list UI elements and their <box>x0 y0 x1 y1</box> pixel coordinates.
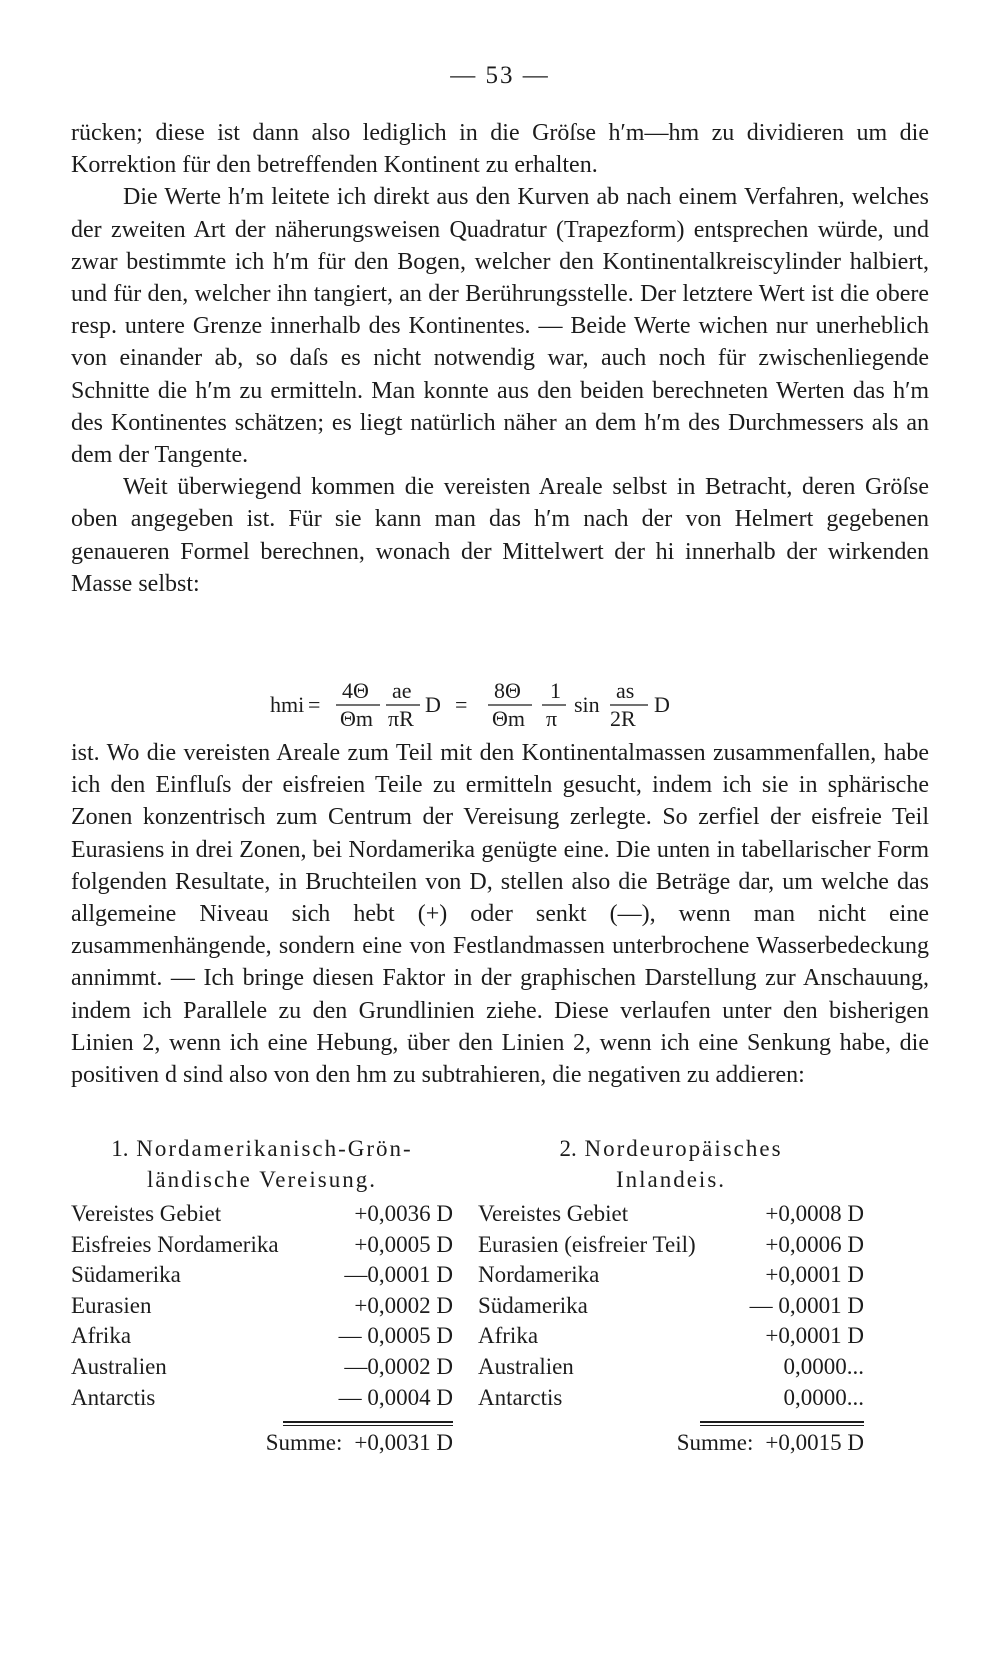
formula-d2: D <box>654 692 670 717</box>
body-text-upper <box>71 117 929 600</box>
formula-equals-2: = <box>455 692 468 717</box>
table-row <box>478 1230 864 1261</box>
table-row <box>71 1383 453 1414</box>
paragraph-4: ist. Wo die vereisten Areale zum Teil mit den Kontinentalmassen zusammenfallen, habe ich den Einfluſs der eisfreien Teile zu ermitteln gesucht, indem ich sie in sphärische Zonen konzentrisch zum Centrum der Vereisung zerlegte. So zerfiel der eisfreie Teil Eurasiens in drei Zonen, bei Nordamerika genügte eine. Die unten in tabellarischer Form folgenden Resultate, in Bruchteilen von D, stellen also die Beträge dar, um welche das allgemeine Niveau sich hebt (+) oder senkt (—), wenn man nicht eine zusammenhängende, sondern eine von Festlandmassen unterbrochene Wasserbedeckung annimmt. — Ich bringe diesen Faktor in der graphischen Darstellung zur Anschauung, indem ich Parallele zu den Grundlinien ziehe. Diese verlaufen unter den bisherigen Linien 2, wenn ich eine Hebung, über den Linien 2, wenn ich eine Senkung habe, die positiven d sind also von den hm zu subtrahieren, die negativen zu addieren: <box>71 740 929 1089</box>
row-label: Australien <box>478 1353 574 1379</box>
helmert-formula <box>270 680 750 735</box>
formula-t5-num: as <box>616 678 635 703</box>
table-row <box>478 1291 864 1322</box>
row-value: 0,0000... <box>783 1353 864 1379</box>
formula-lhs: hmi <box>270 692 305 717</box>
row-value: +0,0036 D <box>354 1201 453 1226</box>
formula-t1-num: 4Θ <box>342 678 369 703</box>
table-row <box>71 1321 453 1352</box>
formula-t1-den: Θm <box>340 706 373 731</box>
formula-t2-den: πR <box>388 706 414 731</box>
row-value: +0,0001 D <box>765 1323 864 1349</box>
table-row <box>71 1352 453 1383</box>
row-label: Afrika <box>71 1323 132 1349</box>
formula-d1: D <box>425 692 441 717</box>
row-value: — 0,0001 D <box>749 1292 864 1318</box>
table-2-sum <box>478 1426 864 1460</box>
row-label: Südamerika <box>71 1262 181 1288</box>
sum-label: Summe: <box>265 1430 343 1456</box>
sum-value: +0,0031 D <box>354 1430 453 1456</box>
table-1 <box>71 1133 453 1460</box>
row-label: Vereistes Gebiet <box>478 1201 629 1226</box>
table-row <box>71 1230 453 1261</box>
row-label: Antarctis <box>478 1384 563 1410</box>
table-row <box>478 1352 864 1383</box>
table-1-sum <box>71 1426 453 1460</box>
row-value: +0,0005 D <box>354 1231 453 1257</box>
table-2 <box>478 1133 864 1460</box>
formula-t5-den: 2R <box>610 706 636 731</box>
row-value: —0,0001 D <box>344 1262 453 1288</box>
row-label: Vereistes Gebiet <box>71 1201 222 1226</box>
row-label: Eurasien <box>71 1292 152 1318</box>
table-2-title-line2: Inlandeis. <box>615 1167 727 1192</box>
paragraph-3: Weit überwiegend kommen die vereisten Areale selbst in Betracht, deren Gröſse oben angegeben ist. Für sie kann man das h′m nach der von Helmert gegebenen genaueren Formel berechnen, wonach der Mittelwert der hi innerhalb der wirkenden Masse selbst: <box>71 474 929 597</box>
row-label: Nordamerika <box>478 1262 600 1288</box>
row-value: —0,0002 D <box>344 1353 453 1379</box>
table-1-title-line1: Nordamerikanisch-Grön- <box>136 1136 413 1161</box>
table-1-title-line2: ländische Vereisung. <box>147 1167 377 1192</box>
formula-equals-1: = <box>308 692 321 717</box>
paragraph-1: rücken; diese ist dann also lediglich in die Gröſse h′m—hm zu dividieren um die Korrektion für den betreffenden Kontinent zu erhalten. <box>71 120 929 179</box>
formula-t3-den: Θm <box>492 706 525 731</box>
table-row <box>478 1260 864 1291</box>
table-2-heading <box>478 1133 864 1199</box>
row-label: Afrika <box>478 1323 539 1349</box>
body-text-lower <box>71 737 929 1091</box>
row-label: Eisfreies Nordamerika <box>71 1231 279 1257</box>
page-number: — 53 — <box>450 62 550 89</box>
row-value: +0,0001 D <box>765 1262 864 1288</box>
formula-t4-num: 1 <box>550 678 561 703</box>
table-row <box>478 1199 864 1230</box>
formula-t4-den: π <box>546 706 558 731</box>
paragraph-2: Die Werte h′m leitete ich direkt aus den Kurven ab nach einem Verfahren, welches der zweiten Art der näherungsweisen Quadratur (Trapezform) entsprechen würde, und zwar bestimmte ich h′m für den Bogen, welcher den Kontinentalkreiscylinder halbiert, und für den, welcher ihn tangiert, an der Berührungsstelle. Der letztere Wert ist die obere resp. untere Grenze innerhalb des Kontinentes. — Beide Werte wichen nur unerheblich von einander ab, so daſs es nicht notwendig war, auch noch für zwischenliegende Schnitte die h′m zu ermitteln. Man konnte aus den beiden berechneten Werten das h′m des Kontinentes schätzen; es liegt natürlich näher an dem h′m des Durchmessers als an dem der Tangente. <box>71 184 929 469</box>
table-row <box>71 1260 453 1291</box>
table-row <box>71 1199 453 1230</box>
formula-sin: sin <box>574 692 600 717</box>
row-label: Südamerika <box>478 1292 588 1318</box>
table-2-number: 2. <box>559 1136 577 1161</box>
formula-t3-num: 8Θ <box>494 678 521 703</box>
row-value: +0,0002 D <box>354 1292 453 1318</box>
row-value: +0,0006 D <box>765 1231 864 1257</box>
row-value: — 0,0005 D <box>338 1323 453 1349</box>
table-row <box>478 1321 864 1352</box>
row-value: — 0,0004 D <box>338 1384 453 1410</box>
table-row <box>71 1291 453 1322</box>
table-1-heading <box>71 1133 453 1199</box>
row-label: Antarctis <box>71 1384 156 1410</box>
formula-t2-num: ae <box>392 678 412 703</box>
sum-value: +0,0015 D <box>765 1430 864 1456</box>
table-row <box>478 1383 864 1414</box>
row-value: 0,0000... <box>783 1384 864 1410</box>
row-label: Australien <box>71 1353 167 1379</box>
row-label: Eurasien (eisfreier Teil) <box>478 1231 696 1257</box>
row-value: +0,0008 D <box>765 1201 864 1226</box>
sum-label: Summe: <box>676 1430 754 1456</box>
table-1-number: 1. <box>111 1136 129 1161</box>
table-2-title-line1: Nordeuropäisches <box>584 1136 783 1161</box>
